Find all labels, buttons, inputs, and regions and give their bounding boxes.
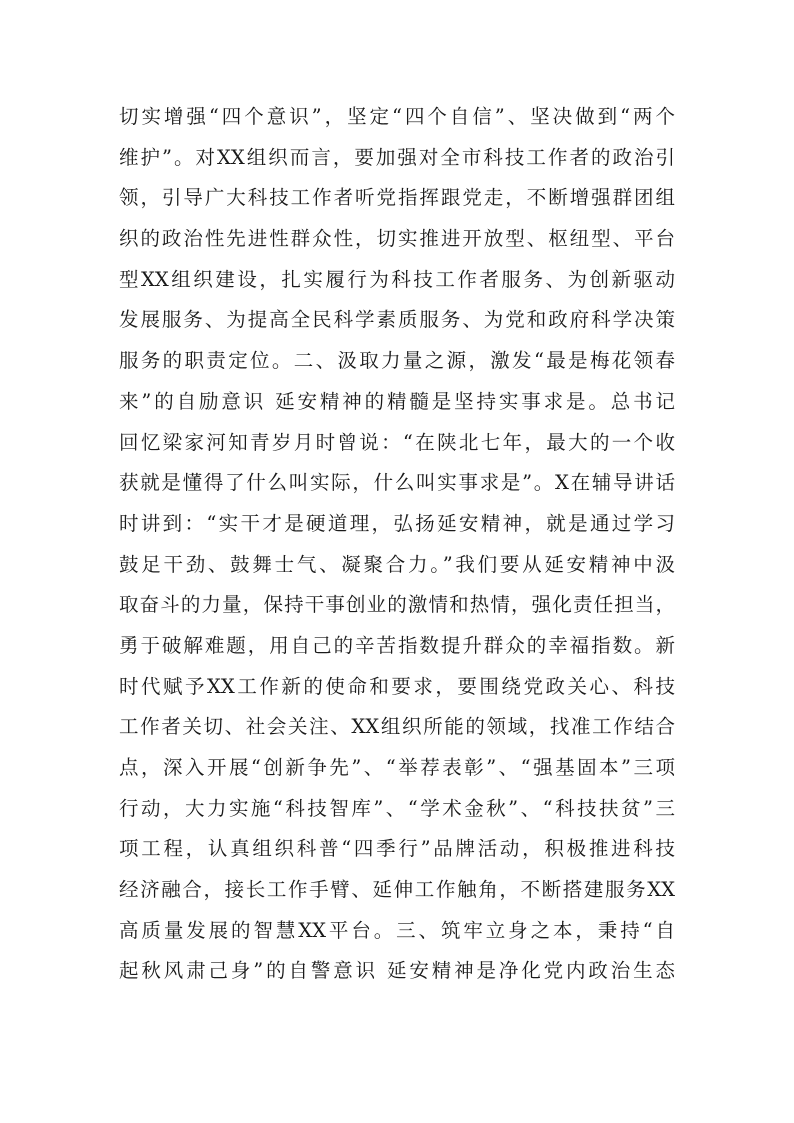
text-line: 型XX组织建设，扎实履行为科技工作者服务、为创新驱动 [119, 267, 675, 291]
text-line: 来”的自励意识 延安精神的精髓是坚持实事求是。总书记 [119, 389, 675, 413]
text-line: 切实增强“四个意识”，坚定“四个自信”、坚决做到“两个 [119, 105, 675, 128]
text-line: 行动，大力实施“科技智库”、“学术金秋”、“科技扶贫”三 [119, 796, 675, 820]
text-line: 获就是懂得了什么叫实际，什么叫实事求是”。X在辅导讲话 [119, 471, 675, 495]
text-line: 发展服务、为提高全民科学素质服务、为党和政府科学决策 [119, 308, 675, 332]
text-line: 时讲到：“实干才是硬道理，弘扬延安精神，就是通过学习 [119, 511, 675, 535]
text-line: 领，引导广大科技工作者听党指挥跟党走，不断增强群团组 [119, 186, 675, 210]
text-line: 回忆梁家河知青岁月时曾说：“在陕北七年，最大的一个收 [119, 430, 675, 454]
text-line: 取奋斗的力量，保持干事创业的激情和热情，强化责任担当， [119, 593, 675, 617]
text-line: 起秋风肃己身”的自警意识 延安精神是净化党内政治生态 [119, 959, 675, 983]
text-line: 项工程，认真组织科普“四季行”品牌活动，积极推进科技 [119, 837, 675, 861]
text-line: 勇于破解难题，用自己的辛苦指数提升群众的幸福指数。新 [119, 633, 675, 657]
text-line: 经济融合，接长工作手臂、延伸工作触角，不断搭建服务XX [119, 878, 675, 902]
text-line: 时代赋予XX工作新的使命和要求，要围绕党政关心、科技 [119, 674, 675, 698]
text-line: 织的政治性先进性群众性，切实推进开放型、枢纽型、平台 [119, 227, 675, 251]
text-line: 高质量发展的智慧XX平台。三、筑牢立身之本，秉持“自 [119, 918, 675, 942]
text-line: 工作者关切、社会关注、XX组织所能的领域，找准工作结合 [119, 715, 675, 739]
text-line: 点，深入开展“创新争先”、“举荐表彰”、“强基固本”三项 [119, 756, 675, 779]
text-line: 鼓足干劲、鼓舞士气、凝聚合力。”我们要从延安精神中汲 [119, 552, 675, 576]
body-paragraph [119, 97, 675, 992]
text-line: 服务的职责定位。二、汲取力量之源，激发“最是梅花领春 [119, 349, 675, 373]
text-line: 维护”。对XX组织而言，要加强对全市科技工作者的政治引 [119, 145, 675, 169]
